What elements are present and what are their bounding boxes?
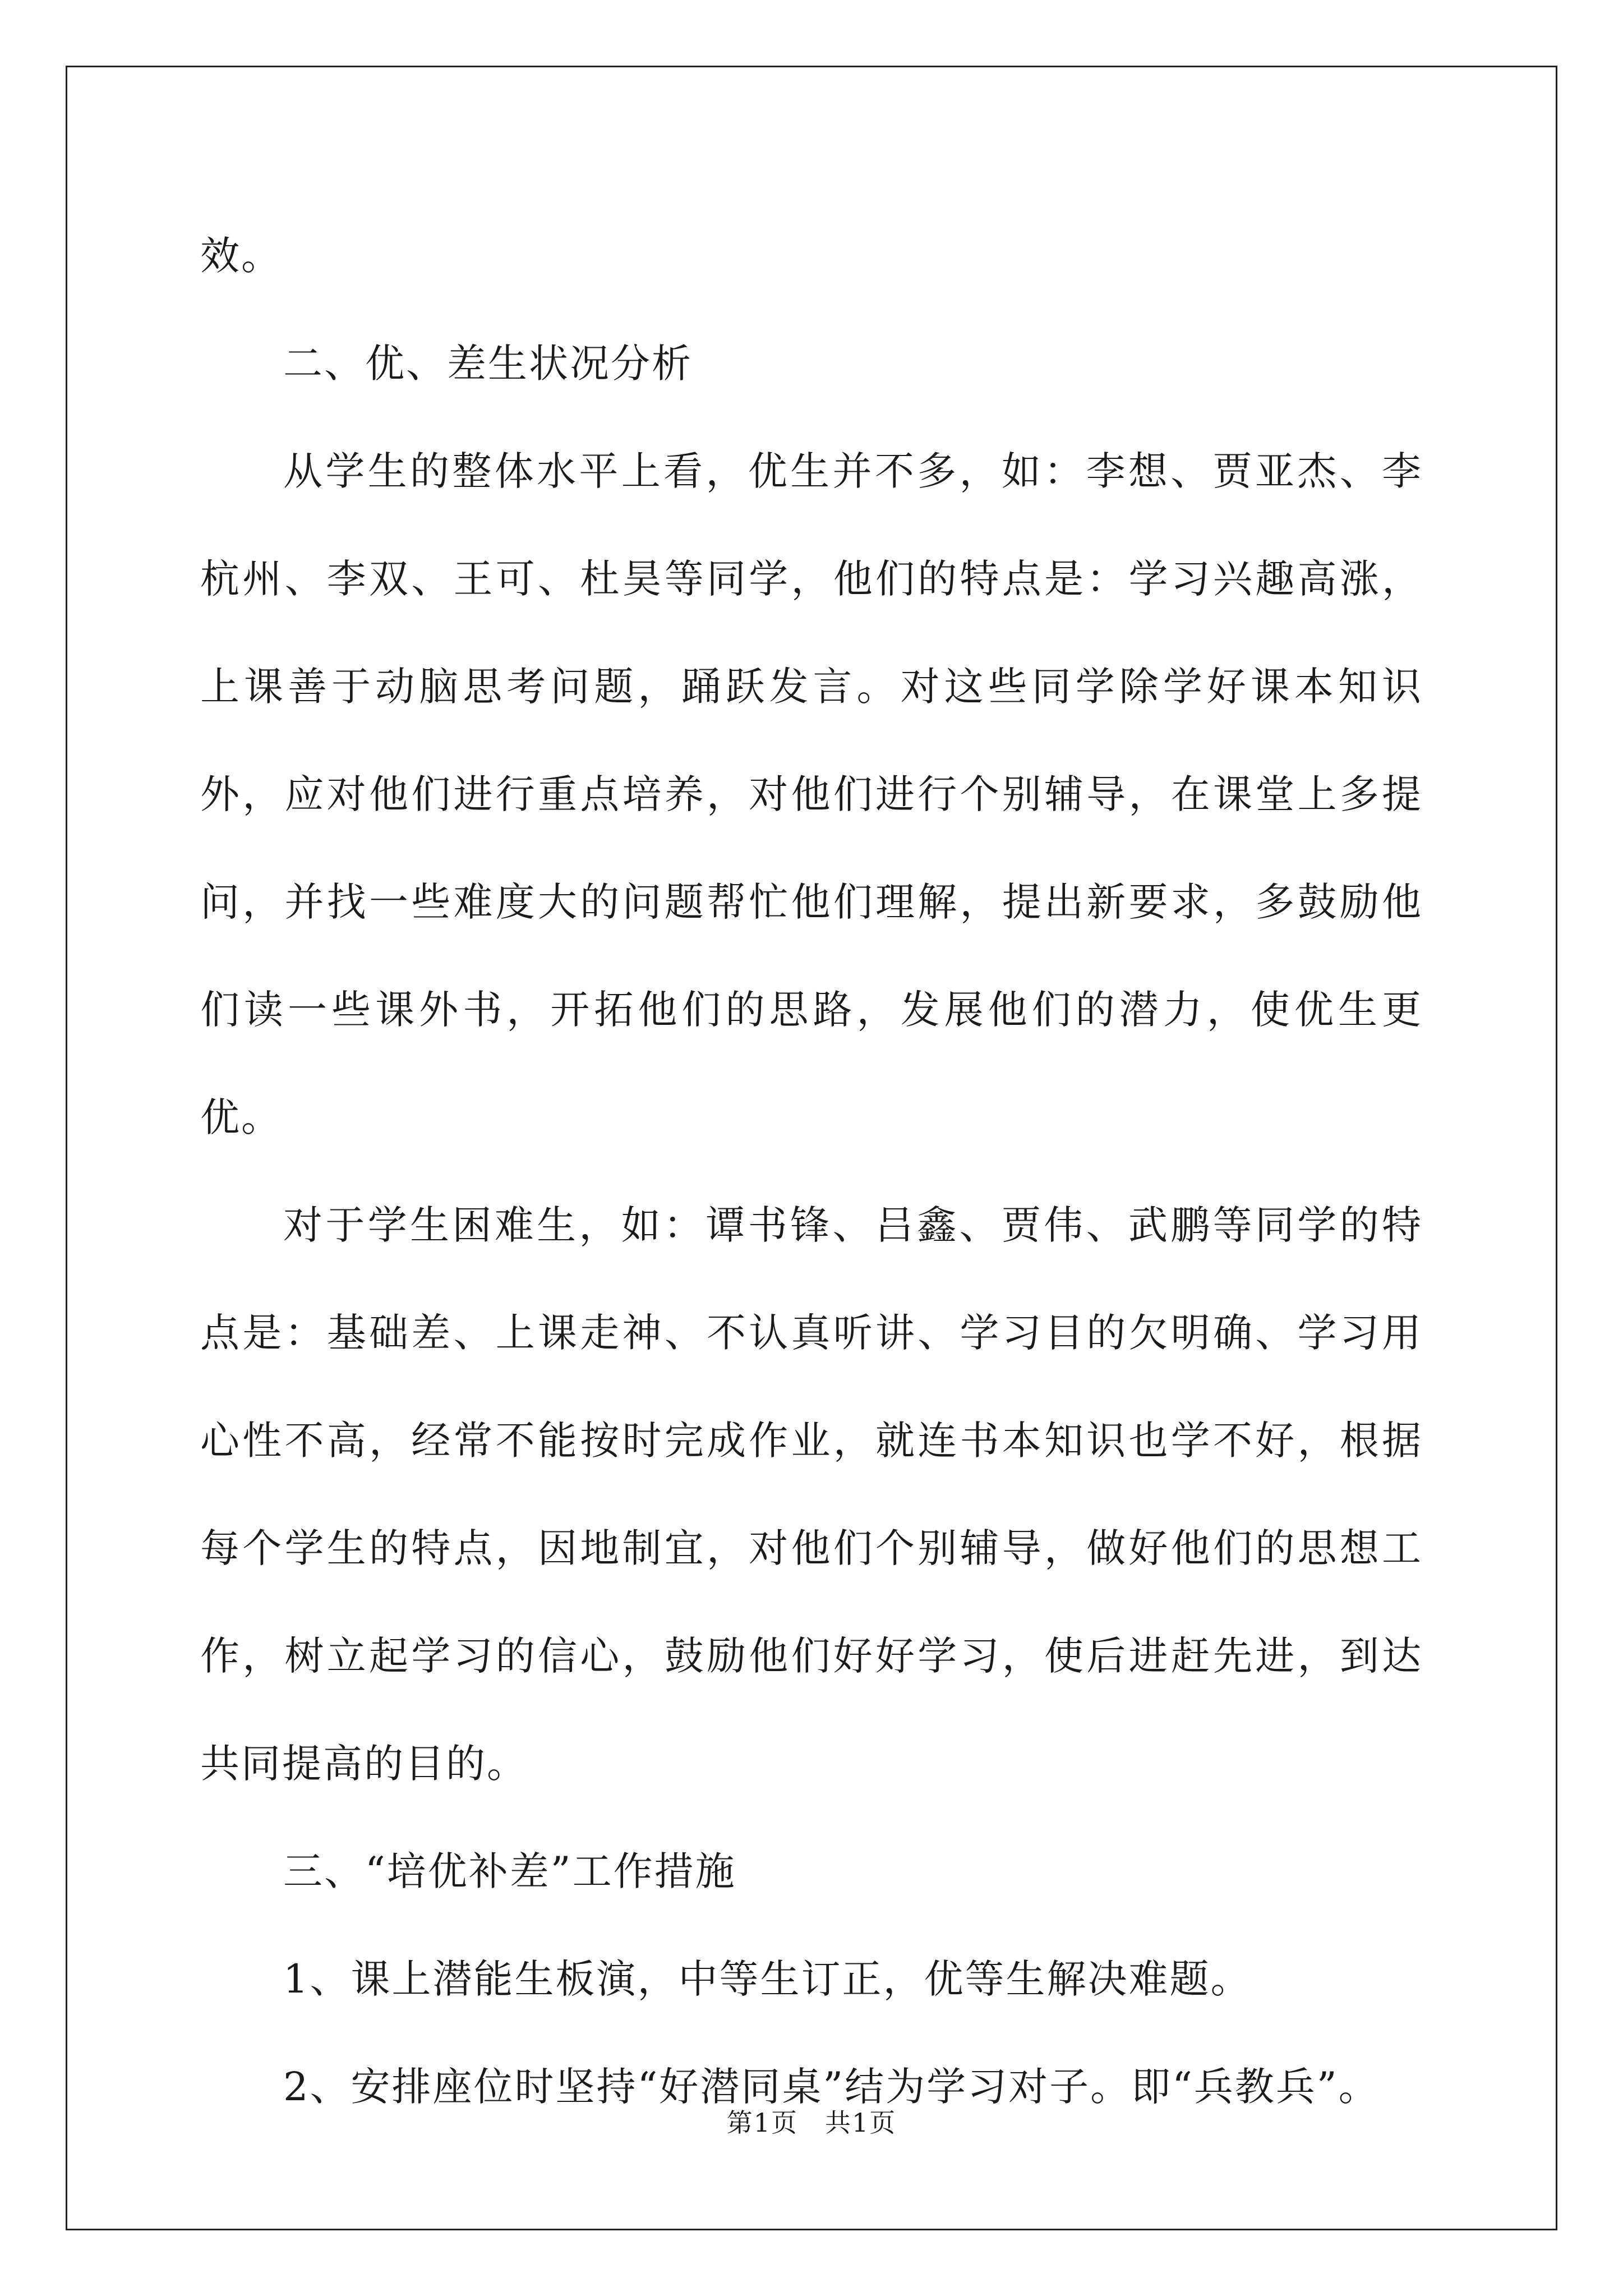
section-heading-2: 二、优、差生状况分析 <box>283 341 693 386</box>
section-heading-3: 三、“培优补差”工作措施 <box>283 1848 736 1894</box>
document-body <box>200 202 1423 2141</box>
paragraph-struggling-students: 对于学生困难生，如：谭书锋、吕鑫、贾伟、武鹏等同学的特点是：基础差、上课走神、不认真听讲、学习目的欠明确、学习用心性不高，经常不能按时完成作业，就连书本知识也学不好，根据每个学生的特点，因地制宜，对他们个别辅导，做好他们的思想工作，树立起学习的信心，鼓励他们好好学习，使后进赶先进，到达共同提高的目的。 <box>200 1202 1423 1787</box>
measure-item-1: 1、课上潜能生板演，中等生订正，优等生解决难题。 <box>283 1956 1252 2002</box>
measure-item-2: 2、安排座位时坚持“好潜同桌”结为学习对子。即“兵教兵”。 <box>283 2064 1380 2110</box>
paragraph-continuation: 效。 <box>200 233 282 279</box>
paragraph-top-students: 从学生的整体水平上看，优生并不多，如：李想、贾亚杰、李杭州、李双、王可、杜昊等同学，他们的特点是：学习兴趣高涨，上课善于动脑思考问题，踊跃发言。对这些同学除学好课本知识外，应对他们进行重点培养，对他们进行个别辅导，在课堂上多提问，并找一些难度大的问题帮忙他们理解，提出新要求，多鼓励他们读一些课外书，开拓他们的思路，发展他们的潜力，使优生更优。 <box>200 448 1423 1140</box>
page-footer: 第1页 共1页 <box>726 2108 897 2138</box>
